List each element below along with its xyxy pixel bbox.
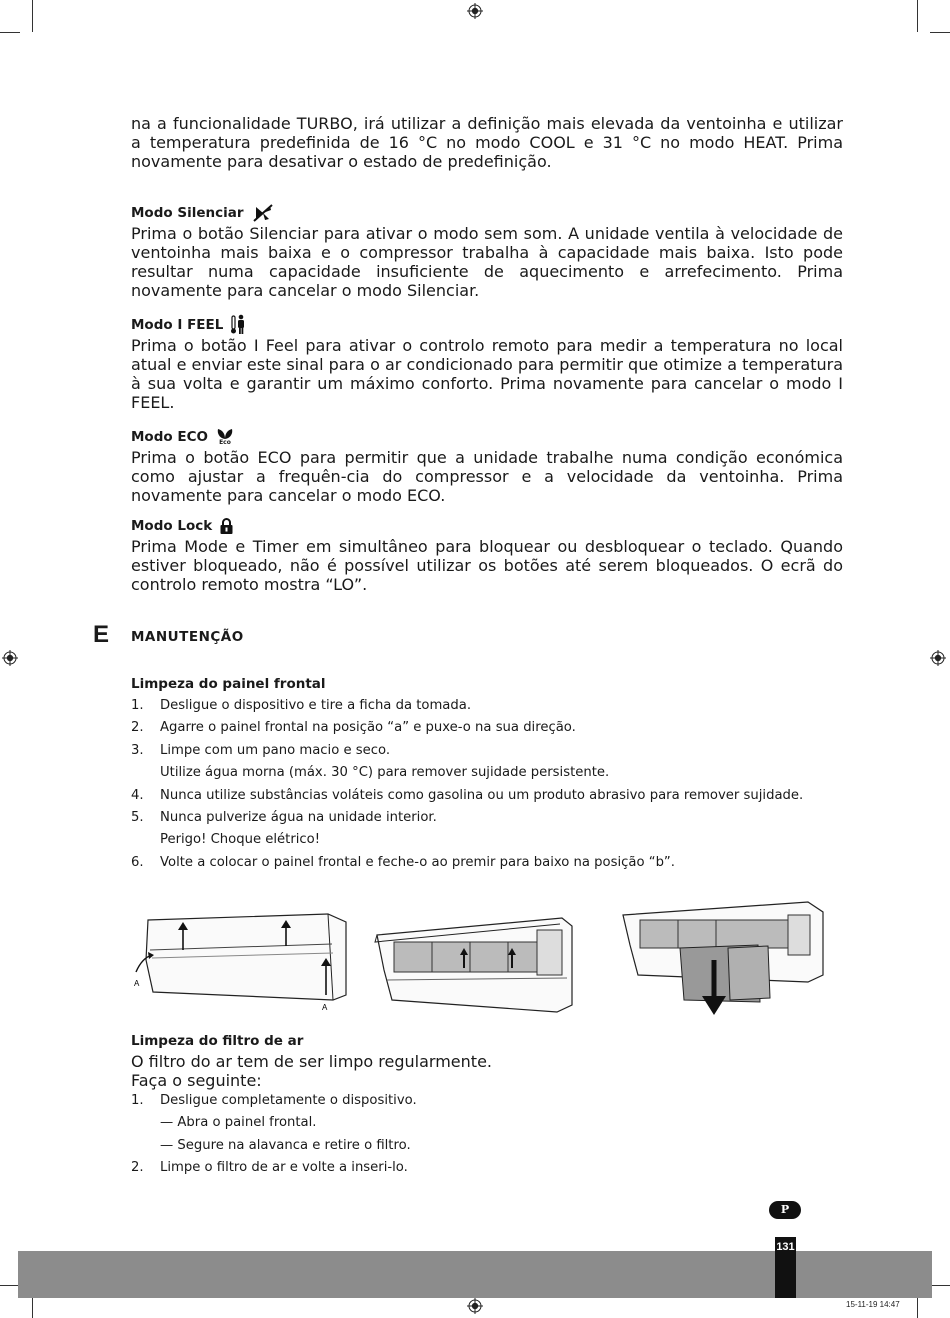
crop-mark: [32, 1296, 33, 1318]
step-subtext: Utilize água morna (máx. 30 °C) para remover sujidade persistente.: [160, 765, 610, 781]
crop-mark: [0, 32, 20, 33]
step-number: 6.: [131, 854, 144, 870]
crop-mark: [0, 1285, 20, 1286]
mode-text: Prima o botão I Feel para ativar o controlo remoto para medir a temperatura no local atual e enviar este sinal para o ar condicionado para permitir que otimize a temperatura à sua volta e garantir um máximo conforto. Prima novamente para cancelar o modo I FEEL.: [131, 336, 843, 412]
air-filter-cleaning: [131, 1030, 843, 1180]
list-item: [131, 1157, 843, 1179]
registration-mark-icon: [467, 1298, 483, 1314]
step-number: 3.: [131, 742, 144, 758]
registration-mark-icon: [2, 650, 18, 666]
mode-heading-text: Modo Silenciar: [131, 205, 244, 221]
mode-eco: [131, 426, 843, 505]
air-filter-steps: [131, 1090, 843, 1180]
mode-text: Prima o botão ECO para permitir que a unidade trabalhe numa condição económica como ajustar a frequên-cia do compressor e a velocidade da ventoinha. Prima novamente para cancelar o modo ECO.: [131, 448, 843, 505]
mode-i-feel: [131, 314, 843, 412]
mode-heading: [131, 314, 843, 336]
list-item: [131, 807, 843, 829]
step-number: 2.: [131, 720, 144, 736]
page-number: 131: [776, 1241, 795, 1253]
air-filter-line: O filtro do ar tem de ser limpo regularmente.: [131, 1052, 492, 1071]
step-number: 1.: [131, 698, 144, 713]
step-text: Volte a colocar o painel frontal e feche-o ao premir para baixo na posição “b”.: [160, 854, 675, 870]
padlock-icon: [220, 518, 233, 534]
mute-fan-icon: [252, 204, 274, 222]
print-date: 15-11-19 14:47: [846, 1300, 900, 1309]
step-text: Nunca utilize substâncias voláteis como gasolina ou um produto abrasivo para remover sujidade.: [160, 787, 804, 803]
intro-section: [131, 114, 843, 171]
crop-mark: [930, 32, 950, 33]
registration-mark-icon: [930, 650, 946, 666]
mode-text: Prima Mode e Timer em simultâneo para bloquear ou desbloquear o teclado. Quando estiver bloqueado, não é possível utilizar os botões até serem bloqueados. O ecrã do controlo remoto mostra “LO”.: [131, 537, 843, 594]
registration-mark-icon: [467, 3, 483, 19]
mode-lock: [131, 515, 843, 594]
figure-label-a: A: [134, 979, 140, 988]
mode-heading-text: Modo I FEEL: [131, 317, 224, 333]
crop-mark: [917, 1296, 918, 1318]
ac-filter-removal-illustration: [618, 900, 830, 1020]
front-panel-cleaning: [131, 673, 843, 874]
ac-open-panel-illustration: [372, 900, 582, 1020]
air-filter-line: Faça o seguinte:: [131, 1071, 262, 1090]
person-thermometer-icon: [231, 314, 245, 336]
mode-heading: [131, 515, 843, 537]
list-item: [131, 852, 843, 874]
eco-icon-label: Eco: [219, 439, 231, 446]
step-subtext: — Segure na alavanca e retire o filtro.: [160, 1137, 411, 1153]
step-number: 2.: [131, 1160, 144, 1176]
mode-heading-text: Modo Lock: [131, 518, 213, 534]
crop-mark: [32, 0, 33, 32]
step-number: 4.: [131, 787, 144, 803]
list-item: [131, 1090, 843, 1112]
list-item: [131, 717, 843, 739]
intro-paragraph: na a funcionalidade TURBO, irá utilizar a definição mais elevada da ventoinha e utilizar a temperatura predefinida de 16 °C no modo COOL e 31 °C no modo HEAT. Prima novamente para desativar o estado de predefinição.: [131, 114, 843, 171]
step-number: 5.: [131, 810, 144, 826]
mode-heading: [131, 202, 843, 224]
crop-mark: [930, 1285, 950, 1286]
step-subtext: — Abra o painel frontal.: [160, 1115, 317, 1131]
section-title: MANUTENÇÃO: [131, 629, 244, 645]
language-badge: P: [769, 1201, 801, 1219]
eco-leaf-icon: [216, 428, 234, 446]
mode-text: Prima o botão Silenciar para ativar o modo sem som. A unidade ventila à velocidade de ventoinha mais baixa e o compressor trabalha à capacidade mais baixa. Isto pode resultar numa capacidade insuficiente de aquecimento e arrefecimento. Prima novamente para cancelar o modo Silenciar.: [131, 224, 843, 300]
list-item: [131, 695, 843, 717]
section-letter: E: [93, 621, 110, 648]
figure-label-a: A: [322, 1003, 328, 1012]
subsection-heading: Limpeza do filtro de ar: [131, 1033, 304, 1049]
step-text: Desligue completamente o dispositivo.: [160, 1093, 417, 1108]
step-text: Limpe o filtro de ar e volte a inseri-lo.: [160, 1160, 408, 1176]
ac-front-panel-illustration: [128, 900, 353, 1020]
mode-silenciar: [131, 202, 843, 300]
list-item: [131, 785, 843, 807]
step-number: 1.: [131, 1093, 144, 1108]
subsection-heading: Limpeza do painel frontal: [131, 676, 326, 692]
crop-mark: [917, 0, 918, 32]
mode-heading-text: Modo ECO: [131, 429, 208, 445]
list-item: [131, 740, 843, 762]
step-text: Limpe com um pano macio e seco.: [160, 742, 391, 758]
front-panel-steps: [131, 695, 843, 874]
mode-heading: [131, 426, 843, 448]
step-text: Agarre o painel frontal na posição “a” e puxe-o na sua direção.: [160, 720, 576, 736]
step-subtext: Perigo! Choque elétrico!: [160, 832, 321, 848]
step-text: Desligue o dispositivo e tire a ficha da tomada.: [160, 698, 472, 713]
step-text: Nunca pulverize água na unidade interior.: [160, 810, 437, 826]
